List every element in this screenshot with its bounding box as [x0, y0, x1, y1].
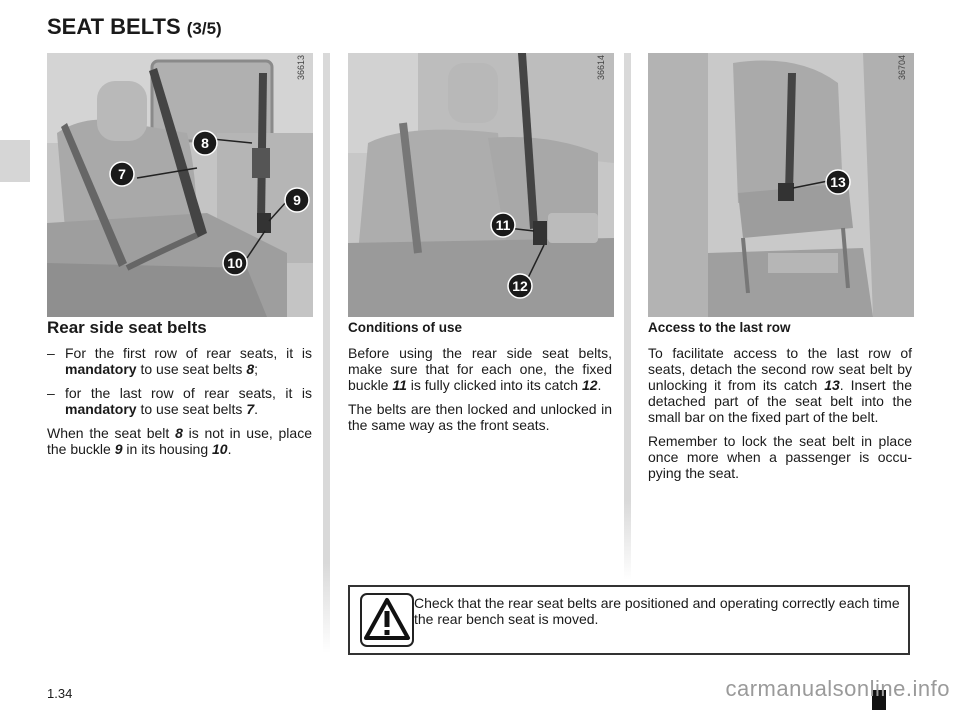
figure-code: 36613	[296, 55, 306, 81]
callout-label: 11	[495, 217, 511, 233]
paragraph: Remember to lock the seat belt in place once more when a passenger is occu-pying the seat.	[648, 433, 912, 481]
title-text: SEAT BELTS	[47, 14, 181, 39]
figure-access-last-row	[648, 53, 914, 317]
figure-conditions-of-use	[348, 53, 614, 317]
list-item: – for the last row of rear seats, it is mandatory to use seat belts 7.	[47, 385, 312, 417]
callout-label: 13	[830, 174, 846, 190]
callout-label: 7	[118, 166, 126, 182]
figure-rear-seat-belts	[47, 53, 313, 317]
section-heading: Rear side seat belts	[47, 318, 207, 337]
page-title	[47, 14, 222, 40]
section-tab	[0, 140, 30, 182]
column-conditions-of-use	[348, 320, 612, 441]
warning-triangle-icon	[360, 593, 414, 647]
column-access-last-row	[648, 320, 912, 489]
column-rear-side-seat-belts	[47, 320, 312, 465]
paragraph: The belts are then locked and unlocked in the same way as the front seats.	[348, 401, 612, 433]
title-part: (3/5)	[186, 19, 222, 38]
column-divider	[624, 53, 631, 580]
figure-code: 36614	[596, 55, 606, 81]
callout-label: 12	[512, 278, 528, 294]
list-item: – For the first row of rear seats, it is mandatory to use seat belts 8;	[47, 345, 312, 377]
paragraph: Before using the rear side seat belts, make sure that for each one, the fixed buckle 11 is fully clicked into its catch 12.	[348, 345, 612, 393]
column-divider	[323, 53, 330, 653]
section-heading: Access to the last row	[648, 320, 791, 335]
figure-code: 36704	[897, 55, 907, 81]
callout-label: 9	[293, 192, 301, 208]
page-number: 1.34	[47, 686, 73, 701]
callout-label: 8	[201, 135, 209, 151]
watermark: carmanualsonline.info	[725, 676, 950, 701]
section-heading: Conditions of use	[348, 320, 462, 335]
paragraph: To facilitate access to the last row of seats, detach the second row seat belt by unlocking it from its catch 13. Insert the detached part of the seat belt into the small bar on the fixed part of the belt.	[648, 345, 912, 425]
warning-box	[348, 585, 910, 655]
warning-text: Check that the rear seat belts are positioned and operating correctly each time the rear bench seat is moved.	[414, 595, 900, 627]
callout-label: 10	[227, 255, 243, 271]
paragraph: When the seat belt 8 is not in use, place the buckle 9 in its housing 10.	[47, 425, 312, 457]
